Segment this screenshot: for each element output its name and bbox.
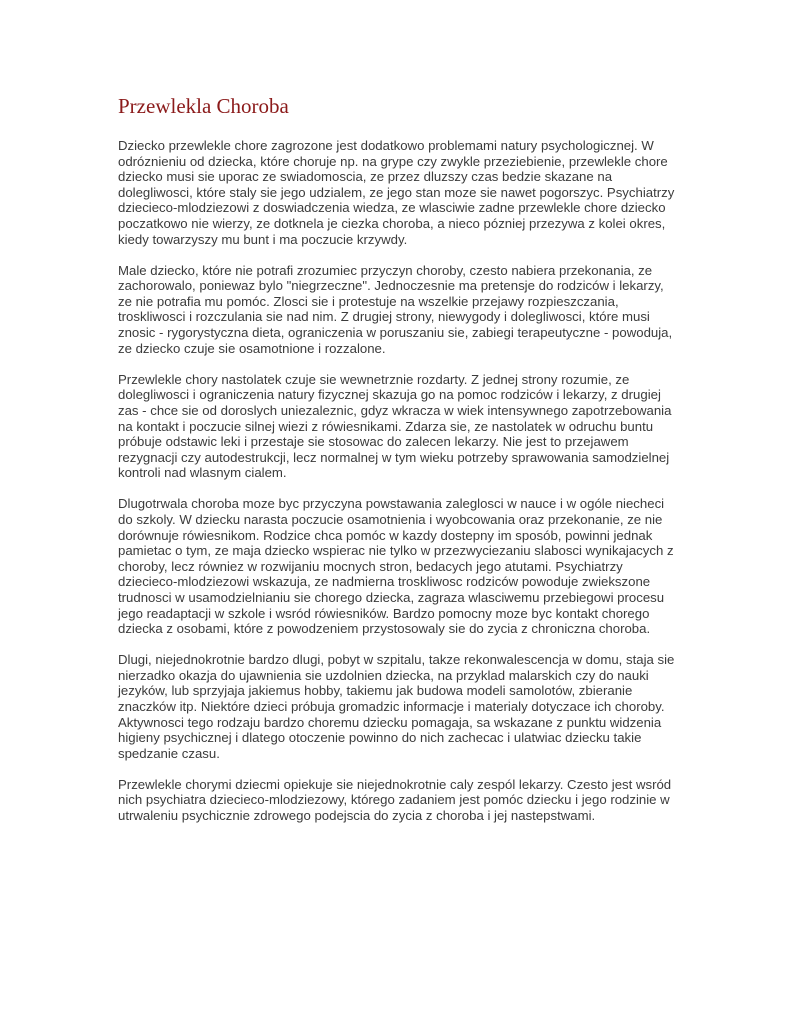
paragraph-1: Dziecko przewlekle chore zagrozone jest dodatkowo problemami natury psychologicznej. W odróznieniu od dziecka, które choruje np. na grype czy zwykle przeziebienie, przewlekle chore dziecko musi sie uporac ze swiadomoscia, ze przez dluzszy czas bedzie skazane na dolegliwosci, które staly sie jego udzialem, ze jego stan moze sie nawet pogorszyc. Psychiatrzy dziecieco-mlodziezowi z doswiadczenia wiedza, ze wlasciwie zadne przewlekle chore dziecko poczatkowo nie wierzy, ze dotknela je ciezka choroba, a nieco pózniej przezywa z kolei okres, kiedy towarzyszy mu bunt i ma poczucie krzywdy. bbox=[118, 138, 675, 247]
paragraph-2: Male dziecko, które nie potrafi zrozumiec przyczyn choroby, czesto nabiera przekonania, ze zachorowalo, poniewaz bylo "niegrzeczne". Jednoczesnie ma pretensje do rodziców i lekarzy, ze nie potrafia mu pomóc. Zlosci sie i protestuje na wszelkie przejawy rozpieszczania, troskliwosci i rozczulania sie nad nim. Z drugiej strony, niewygody i dolegliwosci, które musi znosic - rygorystyczna dieta, ograniczenia w poruszaniu sie, zabiegi terapeutyczne - powoduja, ze dziecko czuje sie osamotnione i rozzalone. bbox=[118, 262, 673, 356]
document-page bbox=[118, 93, 678, 839]
paragraph-4: Dlugotrwala choroba moze byc przyczyna powstawania zaleglosci w nauce i w ogóle niecheci do szkoly. W dziecku narasta poczucie osamotnienia i wyobcowania oraz przekonanie, ze nie dorównuje rówiesnikom. Rodzice chca pomóc w kazdy dostepny im sposób, powinni jednak pamietac o tym, ze maja dziecko wspierac nie tylko w przezwyciezaniu slabosci wynikajacych z choroby, lecz równiez w rozwijaniu mocnych stron, bedacych jego atutami. Psychiatrzy dziecieco-mlodziezowi wskazuja, ze nadmierna troskliwosc rodziców powoduje zwiekszone trudnosci w usamodzielnianiu sie chorego dziecka, zagraza wlasciwemu przebiegowi procesu jego readaptacji w szkole i wsród rówiesników. Bardzo pomocny moze byc kontakt chorego dziecka z osobami, które z powodzeniem przystosowaly sie do zycia z chroniczna choroba. bbox=[118, 496, 674, 637]
paragraph-5: Dlugi, niejednokrotnie bardzo dlugi, pobyt w szpitalu, takze rekonwalescencja w domu, staja sie nierzadko okazja do ujawnienia sie uzdolnien dziecka, na przyklad malarskich czy do nauki jezyków, lub sprzyjaja jakiemus hobby, takiemu jak budowa modeli samolotów, zbieranie znaczków itp. Niektóre dzieci próbuja gromadzic informacje i materialy dotyczace ich choroby. Aktywnosci tego rodzaju bardzo choremu dziecku pomagaja, sa wskazane z punktu widzenia higieny psychicznej i dlatego otoczenie powinno do nich zachecac i ulatwiac dziecku takie spedzanie czasu. bbox=[118, 652, 675, 761]
paragraph-3: Przewlekle chory nastolatek czuje sie wewnetrznie rozdarty. Z jednej strony rozumie, ze dolegliwosci i ograniczenia natury fizycznej skazuja go na pomoc rodziców i lekarzy, z drugiej zas - chce sie od doroslych uniezaleznic, gdyz wkracza w wiek intensywnego zapotrzebowania na kontakt i poczucie silnej wiezi z rówiesnikami. Zdarza sie, ze nastolatek w odruchu buntu próbuje odstawic leki i przestaje sie stosowac do zalecen lekarzy. Nie jest to przejawem rezygnacji czy autodestrukcji, lecz normalnej w tym wieku potrzeby sprawowania samodzielnej kontroli nad wlasnym cialem. bbox=[118, 371, 672, 481]
document-title: Przewlekla Choroba bbox=[118, 94, 289, 118]
paragraph-6: Przewlekle chorymi dziecmi opiekuje sie niejednokrotnie caly zespól lekarzy. Czesto jest wsród nich psychiatra dziecieco-mlodziezowy, którego zadaniem jest pomóc dziecku i jego rodzinie w utrwaleniu psychicznie zdrowego podejscia do zycia z choroba i jej nastepstwami. bbox=[118, 776, 672, 824]
